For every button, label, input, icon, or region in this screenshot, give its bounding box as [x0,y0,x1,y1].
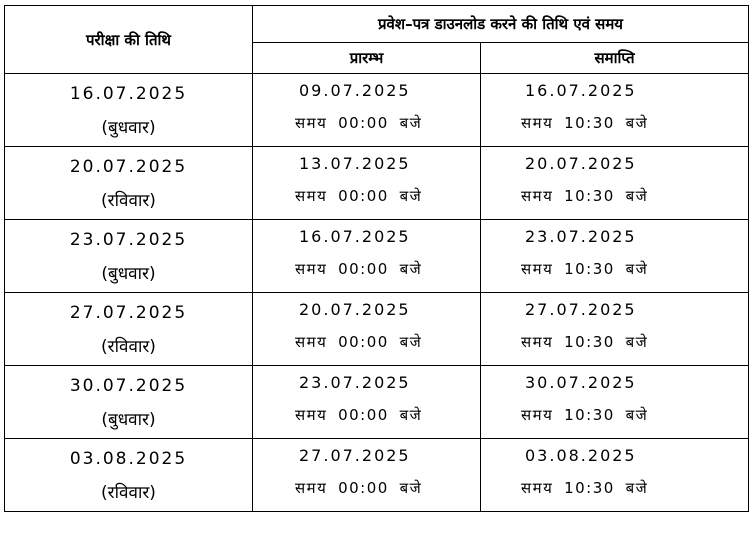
end-cell [481,293,749,366]
start-time-line [295,332,480,352]
end-cell [481,366,749,439]
time-suffix: बजे [399,187,423,205]
time-word: समय [295,260,328,278]
time-word: समय [295,114,328,132]
end-date: 23.07.2025 [525,227,637,246]
start-cell [253,147,481,220]
table-row [5,74,749,147]
start-time: 00:00 [338,333,389,351]
end-time: 10:30 [564,406,615,424]
start-date: 09.07.2025 [299,81,411,100]
time-suffix: बजे [399,406,423,424]
table-row [5,366,749,439]
time-suffix: बजे [399,333,423,351]
start-cell [253,220,481,293]
header-start: प्रारम्भ [253,43,481,74]
header-admit-card-download: प्रवेश–पत्र डाउनलोड करने की तिथि एवं समय [253,6,749,43]
start-cell [253,439,481,512]
table-body [5,74,749,512]
exam-date-cell [5,366,253,439]
end-time-line [521,332,748,352]
time-suffix: बजे [625,114,649,132]
time-word: समय [295,406,328,424]
time-suffix: बजे [399,479,423,497]
exam-date: 20.07.2025 [69,157,188,177]
exam-date: 23.07.2025 [69,230,188,250]
end-date: 27.07.2025 [525,300,637,319]
time-suffix: बजे [625,406,649,424]
table-row [5,147,749,220]
start-date: 13.07.2025 [299,154,411,173]
start-cell [253,366,481,439]
end-time: 10:30 [564,333,615,351]
start-time-line [295,113,480,133]
end-cell [481,74,749,147]
exam-day: (बुधवार) [101,118,156,138]
time-word: समय [521,114,554,132]
start-date: 23.07.2025 [299,373,411,392]
end-time-line [521,478,748,498]
end-date: 30.07.2025 [525,373,637,392]
end-cell [481,147,749,220]
end-time: 10:30 [564,114,615,132]
time-suffix: बजे [625,479,649,497]
start-time: 00:00 [338,114,389,132]
time-word: समय [521,260,554,278]
time-suffix: बजे [625,333,649,351]
start-time: 00:00 [338,479,389,497]
header-row [5,6,749,43]
exam-day: (रविवार) [101,337,156,357]
end-time: 10:30 [564,479,615,497]
time-suffix: बजे [399,114,423,132]
exam-date-cell [5,74,253,147]
table-row [5,293,749,366]
exam-date: 16.07.2025 [69,84,188,104]
end-time-line [521,113,748,133]
start-date: 27.07.2025 [299,446,411,465]
exam-date: 27.07.2025 [69,303,188,323]
exam-date-cell [5,147,253,220]
end-time: 10:30 [564,260,615,278]
start-time: 00:00 [338,187,389,205]
exam-date-cell [5,220,253,293]
admit-card-schedule-table [4,5,749,512]
time-word: समय [521,333,554,351]
start-cell [253,74,481,147]
start-date: 20.07.2025 [299,300,411,319]
end-date: 03.08.2025 [525,446,637,465]
time-word: समय [295,333,328,351]
time-suffix: बजे [625,260,649,278]
start-time: 00:00 [338,260,389,278]
start-date: 16.07.2025 [299,227,411,246]
end-time: 10:30 [564,187,615,205]
start-time-line [295,405,480,425]
table-row [5,439,749,512]
time-word: समय [295,187,328,205]
end-time-line [521,259,748,279]
time-word: समय [521,479,554,497]
time-word: समय [521,187,554,205]
time-suffix: बजे [625,187,649,205]
exam-day: (बुधवार) [101,410,156,430]
time-word: समय [521,406,554,424]
time-suffix: बजे [399,260,423,278]
end-cell [481,220,749,293]
exam-date: 03.08.2025 [69,449,188,469]
start-time-line [295,259,480,279]
end-cell [481,439,749,512]
start-time-line [295,186,480,206]
exam-date-cell [5,439,253,512]
end-time-line [521,186,748,206]
end-time-line [521,405,748,425]
exam-day: (रविवार) [101,483,156,503]
header-end: समाप्ति [481,43,749,74]
exam-date: 30.07.2025 [69,376,188,396]
start-cell [253,293,481,366]
header-exam-date: परीक्षा की तिथि [5,6,253,74]
exam-date-cell [5,293,253,366]
exam-day: (बुधवार) [101,264,156,284]
exam-day: (रविवार) [101,191,156,211]
start-time-line [295,478,480,498]
time-word: समय [295,479,328,497]
table-row [5,220,749,293]
end-date: 16.07.2025 [525,81,637,100]
end-date: 20.07.2025 [525,154,637,173]
start-time: 00:00 [338,406,389,424]
